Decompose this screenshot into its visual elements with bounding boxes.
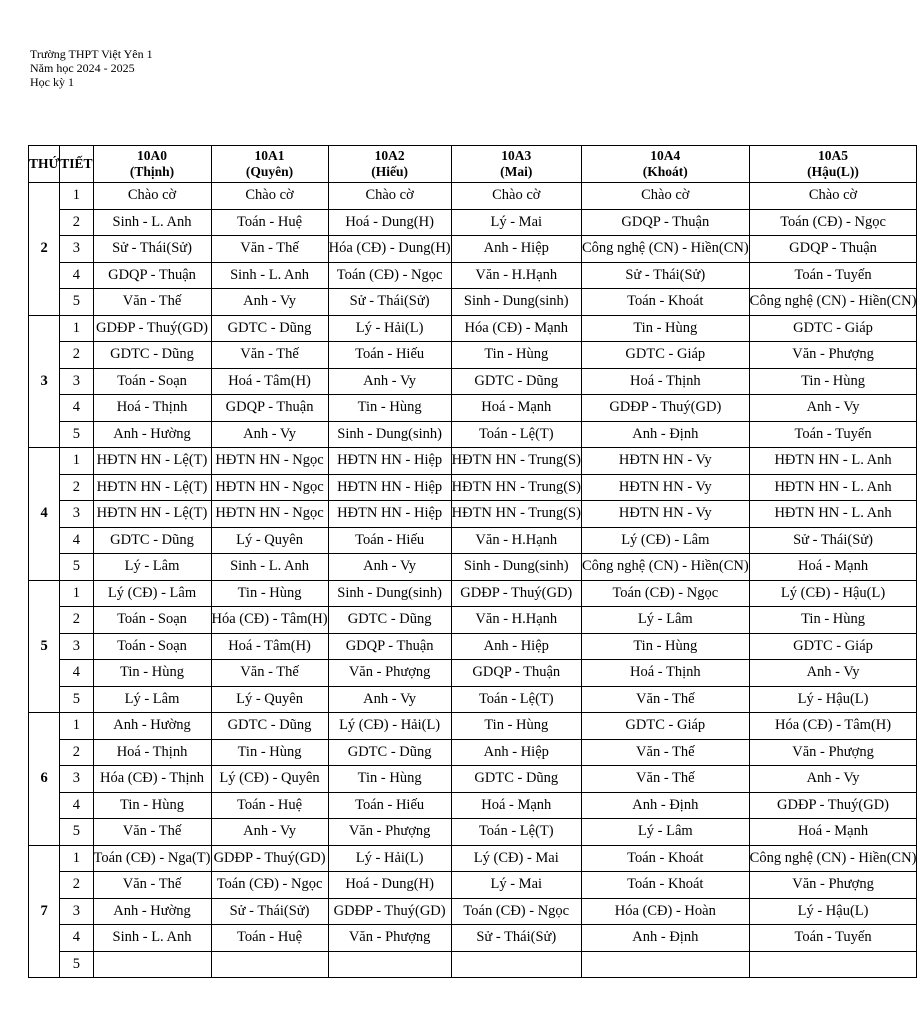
class-name: 10A4 xyxy=(650,148,681,163)
lesson-cell: HĐTN HN - Lệ(T) xyxy=(93,501,211,528)
day-cell: 3 xyxy=(29,315,60,448)
lesson-cell: GDTC - Giáp xyxy=(749,315,917,342)
lesson-cell: Toán - Soạn xyxy=(93,607,211,634)
lesson-cell: HĐTN HN - Lệ(T) xyxy=(93,448,211,475)
period-cell: 4 xyxy=(60,925,93,952)
lesson-cell xyxy=(93,951,211,978)
lesson-cell: Lý - Lâm xyxy=(581,819,749,846)
lesson-cell: Anh - Vy xyxy=(749,766,917,793)
lesson-cell: Sinh - Dung(sinh) xyxy=(328,580,451,607)
lesson-cell: Sinh - Dung(sinh) xyxy=(451,289,581,316)
lesson-cell: GDTC - Dũng xyxy=(93,527,211,554)
period-cell: 2 xyxy=(60,739,93,766)
table-row xyxy=(29,872,917,899)
lesson-cell: Hóa (CĐ) - Tâm(H) xyxy=(749,713,917,740)
lesson-cell: Anh - Hiệp xyxy=(451,633,581,660)
lesson-cell: Anh - Vy xyxy=(211,421,328,448)
period-cell: 5 xyxy=(60,289,93,316)
table-row xyxy=(29,580,917,607)
lesson-cell: Văn - Phượng xyxy=(749,872,917,899)
lesson-cell: Toán - Khoát xyxy=(581,845,749,872)
class-header xyxy=(451,146,581,183)
lesson-cell: Lý (CĐ) - Hậu(L) xyxy=(749,580,917,607)
lesson-cell: Hoá - Dung(H) xyxy=(328,209,451,236)
table-row xyxy=(29,474,917,501)
lesson-cell: HĐTN HN - Vy xyxy=(581,474,749,501)
lesson-cell: Anh - Hường xyxy=(93,713,211,740)
lesson-cell: Văn - Thế xyxy=(211,342,328,369)
lesson-cell: Văn - Phượng xyxy=(749,739,917,766)
period-cell: 3 xyxy=(60,368,93,395)
lesson-cell: Sử - Thái(Sử) xyxy=(581,262,749,289)
lesson-cell: GDTC - Dũng xyxy=(451,368,581,395)
lesson-cell: Công nghệ (CN) - Hiền(CN) xyxy=(749,289,917,316)
table-row xyxy=(29,448,917,475)
lesson-cell: Toán - Huệ xyxy=(211,792,328,819)
day-cell: 5 xyxy=(29,580,60,713)
lesson-cell: HĐTN HN - L. Anh xyxy=(749,448,917,475)
lesson-cell: Sinh - Dung(sinh) xyxy=(328,421,451,448)
lesson-cell: Toán (CĐ) - Ngọc xyxy=(451,898,581,925)
period-cell: 5 xyxy=(60,951,93,978)
table-row xyxy=(29,951,917,978)
lesson-cell: Chào cờ xyxy=(211,183,328,210)
lesson-cell: Toán - Hiếu xyxy=(328,342,451,369)
lesson-cell: Lý - Hậu(L) xyxy=(749,898,917,925)
table-row xyxy=(29,554,917,581)
lesson-cell: Lý (CĐ) - Quyên xyxy=(211,766,328,793)
lesson-cell: Văn - Phượng xyxy=(328,819,451,846)
period-cell: 1 xyxy=(60,713,93,740)
lesson-cell: GDĐP - Thuý(GD) xyxy=(328,898,451,925)
lesson-cell: GDTC - Giáp xyxy=(581,342,749,369)
lesson-cell: Toán - Lệ(T) xyxy=(451,686,581,713)
period-cell: 1 xyxy=(60,448,93,475)
period-cell: 1 xyxy=(60,580,93,607)
lesson-cell: Anh - Định xyxy=(581,421,749,448)
lesson-cell xyxy=(581,951,749,978)
lesson-cell: Lý - Hậu(L) xyxy=(749,686,917,713)
day-cell: 4 xyxy=(29,448,60,581)
lesson-cell: Hoá - Mạnh xyxy=(451,395,581,422)
lesson-cell: HĐTN HN - Lệ(T) xyxy=(93,474,211,501)
lesson-cell: Toán (CĐ) - Ngọc xyxy=(328,262,451,289)
day-cell: 2 xyxy=(29,183,60,316)
period-cell: 3 xyxy=(60,766,93,793)
lesson-cell: Tin - Hùng xyxy=(451,342,581,369)
lesson-cell: Tin - Hùng xyxy=(93,660,211,687)
table-row xyxy=(29,315,917,342)
lesson-cell: Tin - Hùng xyxy=(328,766,451,793)
table-row xyxy=(29,713,917,740)
lesson-cell: Chào cờ xyxy=(93,183,211,210)
table-row xyxy=(29,209,917,236)
table-row xyxy=(29,633,917,660)
period-cell: 4 xyxy=(60,395,93,422)
lesson-cell: Hóa (CĐ) - Thịnh xyxy=(93,766,211,793)
table-row xyxy=(29,660,917,687)
school-name: Trường THPT Việt Yên 1 xyxy=(30,47,153,61)
lesson-cell: GDQP - Thuận xyxy=(211,395,328,422)
lesson-cell: Công nghệ (CN) - Hiền(CN) xyxy=(581,554,749,581)
lesson-cell: Chào cờ xyxy=(581,183,749,210)
lesson-cell: Lý - Mai xyxy=(451,872,581,899)
lesson-cell: Tin - Hùng xyxy=(211,580,328,607)
lesson-cell: Toán - Huệ xyxy=(211,925,328,952)
lesson-cell: Anh - Định xyxy=(581,792,749,819)
lesson-cell: Anh - Hiệp xyxy=(451,739,581,766)
lesson-cell: Hoá - Thịnh xyxy=(93,739,211,766)
day-cell: 6 xyxy=(29,713,60,846)
lesson-cell: GDTC - Giáp xyxy=(749,633,917,660)
lesson-cell: Anh - Định xyxy=(581,925,749,952)
lesson-cell: HĐTN HN - Ngọc xyxy=(211,448,328,475)
homeroom-teacher: (Thịnh) xyxy=(129,164,175,179)
lesson-cell: Văn - Phượng xyxy=(328,925,451,952)
lesson-cell: Toán - Soạn xyxy=(93,633,211,660)
lesson-cell: Toán (CĐ) - Nga(T) xyxy=(93,845,211,872)
class-header xyxy=(211,146,328,183)
lesson-cell: Công nghệ (CN) - Hiền(CN) xyxy=(749,845,917,872)
lesson-cell: GDTC - Giáp xyxy=(581,713,749,740)
lesson-cell: Chào cờ xyxy=(749,183,917,210)
period-cell: 2 xyxy=(60,872,93,899)
lesson-cell: Tin - Hùng xyxy=(451,713,581,740)
homeroom-teacher: (Hậu(L)) xyxy=(807,164,859,179)
header-row xyxy=(29,146,917,183)
lesson-cell: Anh - Vy xyxy=(328,686,451,713)
table-row xyxy=(29,686,917,713)
lesson-cell: Tin - Hùng xyxy=(581,315,749,342)
lesson-cell: Hoá - Mạnh xyxy=(749,819,917,846)
lesson-cell xyxy=(749,951,917,978)
table-row xyxy=(29,925,917,952)
lesson-cell: HĐTN HN - Ngọc xyxy=(211,474,328,501)
lesson-cell: Lý - Lâm xyxy=(581,607,749,634)
lesson-cell: HĐTN HN - Hiệp xyxy=(328,501,451,528)
lesson-cell: Văn - Thế xyxy=(581,686,749,713)
lesson-cell: HĐTN HN - Ngọc xyxy=(211,501,328,528)
lesson-cell: Tin - Hùng xyxy=(93,792,211,819)
lesson-cell: Anh - Hiệp xyxy=(451,236,581,263)
lesson-cell: Lý (CĐ) - Hải(L) xyxy=(328,713,451,740)
lesson-cell: Toán - Khoát xyxy=(581,289,749,316)
lesson-cell: Toán - Tuyến xyxy=(749,262,917,289)
period-cell: 3 xyxy=(60,501,93,528)
lesson-cell: GDTC - Dũng xyxy=(451,766,581,793)
homeroom-teacher: (Hiếu) xyxy=(371,164,408,179)
table-row xyxy=(29,395,917,422)
lesson-cell: Toán (CĐ) - Ngọc xyxy=(749,209,917,236)
lesson-cell: Hoá - Mạnh xyxy=(451,792,581,819)
lesson-cell: Lý - Mai xyxy=(451,209,581,236)
lesson-cell: Toán (CĐ) - Ngọc xyxy=(211,872,328,899)
period-column-header: TIẾT xyxy=(60,146,93,183)
lesson-cell: Lý - Lâm xyxy=(93,554,211,581)
lesson-cell: Văn - Phượng xyxy=(328,660,451,687)
lesson-cell: Văn - Thế xyxy=(211,660,328,687)
lesson-cell: Hoá - Thịnh xyxy=(581,368,749,395)
lesson-cell: Lý - Lâm xyxy=(93,686,211,713)
lesson-cell xyxy=(328,951,451,978)
lesson-cell: Toán - Tuyến xyxy=(749,925,917,952)
table-row xyxy=(29,262,917,289)
class-header xyxy=(328,146,451,183)
homeroom-teacher: (Mai) xyxy=(500,164,533,179)
lesson-cell: Toán - Lệ(T) xyxy=(451,819,581,846)
period-cell: 3 xyxy=(60,633,93,660)
lesson-cell: HĐTN HN - Trung(S) xyxy=(451,448,581,475)
lesson-cell: Văn - Thế xyxy=(93,872,211,899)
lesson-cell: Văn - Thế xyxy=(581,739,749,766)
lesson-cell: Chào cờ xyxy=(451,183,581,210)
lesson-cell: GDTC - Dũng xyxy=(328,739,451,766)
lesson-cell: Sinh - Dung(sinh) xyxy=(451,554,581,581)
lesson-cell: Hóa (CĐ) - Dung(H) xyxy=(328,236,451,263)
table-row xyxy=(29,792,917,819)
term: Học kỳ 1 xyxy=(30,75,74,89)
lesson-cell: Sử - Thái(Sử) xyxy=(93,236,211,263)
lesson-cell: HĐTN HN - L. Anh xyxy=(749,474,917,501)
lesson-cell: Hoá - Thịnh xyxy=(581,660,749,687)
lesson-cell: Hoá - Dung(H) xyxy=(328,872,451,899)
lesson-cell: Anh - Vy xyxy=(328,554,451,581)
lesson-cell: Sinh - L. Anh xyxy=(211,262,328,289)
lesson-cell: Anh - Vy xyxy=(749,395,917,422)
lesson-cell: Tin - Hùng xyxy=(328,395,451,422)
lesson-cell: Toán - Huệ xyxy=(211,209,328,236)
lesson-cell: HĐTN HN - Trung(S) xyxy=(451,474,581,501)
lesson-cell: Lý - Quyên xyxy=(211,527,328,554)
period-cell: 2 xyxy=(60,607,93,634)
lesson-cell: Anh - Vy xyxy=(749,660,917,687)
lesson-cell: Tin - Hùng xyxy=(211,739,328,766)
lesson-cell xyxy=(211,951,328,978)
table-row xyxy=(29,342,917,369)
lesson-cell: Toán - Hiếu xyxy=(328,792,451,819)
lesson-cell: Sử - Thái(Sử) xyxy=(749,527,917,554)
table-row xyxy=(29,845,917,872)
period-cell: 3 xyxy=(60,898,93,925)
timetable xyxy=(28,145,917,978)
lesson-cell: GDTC - Dũng xyxy=(93,342,211,369)
class-name: 10A2 xyxy=(374,148,405,163)
lesson-cell: Anh - Vy xyxy=(211,819,328,846)
lesson-cell: Anh - Hường xyxy=(93,898,211,925)
lesson-cell: HĐTN HN - Hiệp xyxy=(328,474,451,501)
period-cell: 2 xyxy=(60,342,93,369)
lesson-cell: Sử - Thái(Sử) xyxy=(328,289,451,316)
lesson-cell: Sinh - L. Anh xyxy=(93,925,211,952)
lesson-cell: Tin - Hùng xyxy=(749,368,917,395)
lesson-cell: Toán - Tuyến xyxy=(749,421,917,448)
lesson-cell: Văn - Thế xyxy=(581,766,749,793)
day-column-header: THỨ xyxy=(29,146,60,183)
lesson-cell: Tin - Hùng xyxy=(749,607,917,634)
lesson-cell: GDTC - Dũng xyxy=(211,713,328,740)
lesson-cell: Hoá - Mạnh xyxy=(749,554,917,581)
lesson-cell: GDĐP - Thuý(GD) xyxy=(93,315,211,342)
period-cell: 2 xyxy=(60,474,93,501)
lesson-cell: Văn - H.Hạnh xyxy=(451,607,581,634)
class-name: 10A1 xyxy=(254,148,285,163)
lesson-cell: Hoá - Thịnh xyxy=(93,395,211,422)
lesson-cell: GDTC - Dũng xyxy=(328,607,451,634)
lesson-cell: Lý (CĐ) - Lâm xyxy=(581,527,749,554)
lesson-cell: Văn - H.Hạnh xyxy=(451,262,581,289)
lesson-cell: GDĐP - Thuý(GD) xyxy=(581,395,749,422)
class-header xyxy=(581,146,749,183)
period-cell: 1 xyxy=(60,315,93,342)
lesson-cell: Văn - Phượng xyxy=(749,342,917,369)
school-year: Năm học 2024 - 2025 xyxy=(30,61,135,75)
lesson-cell: Chào cờ xyxy=(328,183,451,210)
lesson-cell: Hóa (CĐ) - Tâm(H) xyxy=(211,607,328,634)
lesson-cell: Toán - Soạn xyxy=(93,368,211,395)
lesson-cell: GDTC - Dũng xyxy=(211,315,328,342)
lesson-cell: HĐTN HN - L. Anh xyxy=(749,501,917,528)
period-cell: 4 xyxy=(60,660,93,687)
homeroom-teacher: (Khoát) xyxy=(642,164,688,179)
table-row xyxy=(29,898,917,925)
lesson-cell: Hoá - Tâm(H) xyxy=(211,368,328,395)
lesson-cell: Hoá - Tâm(H) xyxy=(211,633,328,660)
period-cell: 5 xyxy=(60,819,93,846)
lesson-cell: Lý (CĐ) - Mai xyxy=(451,845,581,872)
lesson-cell: Anh - Vy xyxy=(211,289,328,316)
table-row xyxy=(29,236,917,263)
class-name: 10A5 xyxy=(818,148,849,163)
homeroom-teacher: (Quyên) xyxy=(245,164,294,179)
table-row xyxy=(29,607,917,634)
table-row xyxy=(29,501,917,528)
lesson-cell: HĐTN HN - Trung(S) xyxy=(451,501,581,528)
lesson-cell: GDQP - Thuận xyxy=(328,633,451,660)
lesson-cell: Sử - Thái(Sử) xyxy=(451,925,581,952)
lesson-cell: Anh - Vy xyxy=(328,368,451,395)
lesson-cell: Hóa (CĐ) - Mạnh xyxy=(451,315,581,342)
period-cell: 4 xyxy=(60,262,93,289)
lesson-cell: Sử - Thái(Sử) xyxy=(211,898,328,925)
class-header xyxy=(93,146,211,183)
lesson-cell: Sinh - L. Anh xyxy=(211,554,328,581)
lesson-cell: Sinh - L. Anh xyxy=(93,209,211,236)
period-cell: 5 xyxy=(60,421,93,448)
period-cell: 1 xyxy=(60,183,93,210)
lesson-cell: Văn - Thế xyxy=(93,289,211,316)
table-row xyxy=(29,739,917,766)
period-cell: 1 xyxy=(60,845,93,872)
lesson-cell: HĐTN HN - Vy xyxy=(581,501,749,528)
lesson-cell: Toán - Lệ(T) xyxy=(451,421,581,448)
table-row xyxy=(29,766,917,793)
table-row xyxy=(29,368,917,395)
lesson-cell: Văn - Thế xyxy=(93,819,211,846)
period-cell: 3 xyxy=(60,236,93,263)
lesson-cell: GDĐP - Thuý(GD) xyxy=(749,792,917,819)
class-name: 10A3 xyxy=(501,148,532,163)
period-cell: 4 xyxy=(60,527,93,554)
lesson-cell: GDQP - Thuận xyxy=(93,262,211,289)
lesson-cell: Công nghệ (CN) - Hiền(CN) xyxy=(581,236,749,263)
class-header xyxy=(749,146,917,183)
table-row xyxy=(29,421,917,448)
lesson-cell: GDĐP - Thuý(GD) xyxy=(211,845,328,872)
table-row xyxy=(29,527,917,554)
table-row xyxy=(29,819,917,846)
period-cell: 2 xyxy=(60,209,93,236)
lesson-cell: GDĐP - Thuý(GD) xyxy=(451,580,581,607)
lesson-cell: Toán (CĐ) - Ngọc xyxy=(581,580,749,607)
lesson-cell: GDQP - Thuận xyxy=(451,660,581,687)
lesson-cell: Văn - H.Hạnh xyxy=(451,527,581,554)
lesson-cell: Tin - Hùng xyxy=(581,633,749,660)
lesson-cell: Toán - Khoát xyxy=(581,872,749,899)
period-cell: 5 xyxy=(60,554,93,581)
lesson-cell: Lý - Hải(L) xyxy=(328,845,451,872)
lesson-cell: Lý - Quyên xyxy=(211,686,328,713)
lesson-cell: HĐTN HN - Hiệp xyxy=(328,448,451,475)
lesson-cell: Anh - Hường xyxy=(93,421,211,448)
lesson-cell: Toán - Hiếu xyxy=(328,527,451,554)
lesson-cell: HĐTN HN - Vy xyxy=(581,448,749,475)
document-header xyxy=(30,47,153,89)
lesson-cell: Hóa (CĐ) - Hoàn xyxy=(581,898,749,925)
lesson-cell: Lý (CĐ) - Lâm xyxy=(93,580,211,607)
lesson-cell xyxy=(451,951,581,978)
period-cell: 5 xyxy=(60,686,93,713)
table-row xyxy=(29,289,917,316)
day-cell: 7 xyxy=(29,845,60,978)
lesson-cell: Văn - Thế xyxy=(211,236,328,263)
period-cell: 4 xyxy=(60,792,93,819)
class-name: 10A0 xyxy=(137,148,168,163)
lesson-cell: GDQP - Thuận xyxy=(581,209,749,236)
lesson-cell: Lý - Hải(L) xyxy=(328,315,451,342)
table-row xyxy=(29,183,917,210)
lesson-cell: GDQP - Thuận xyxy=(749,236,917,263)
